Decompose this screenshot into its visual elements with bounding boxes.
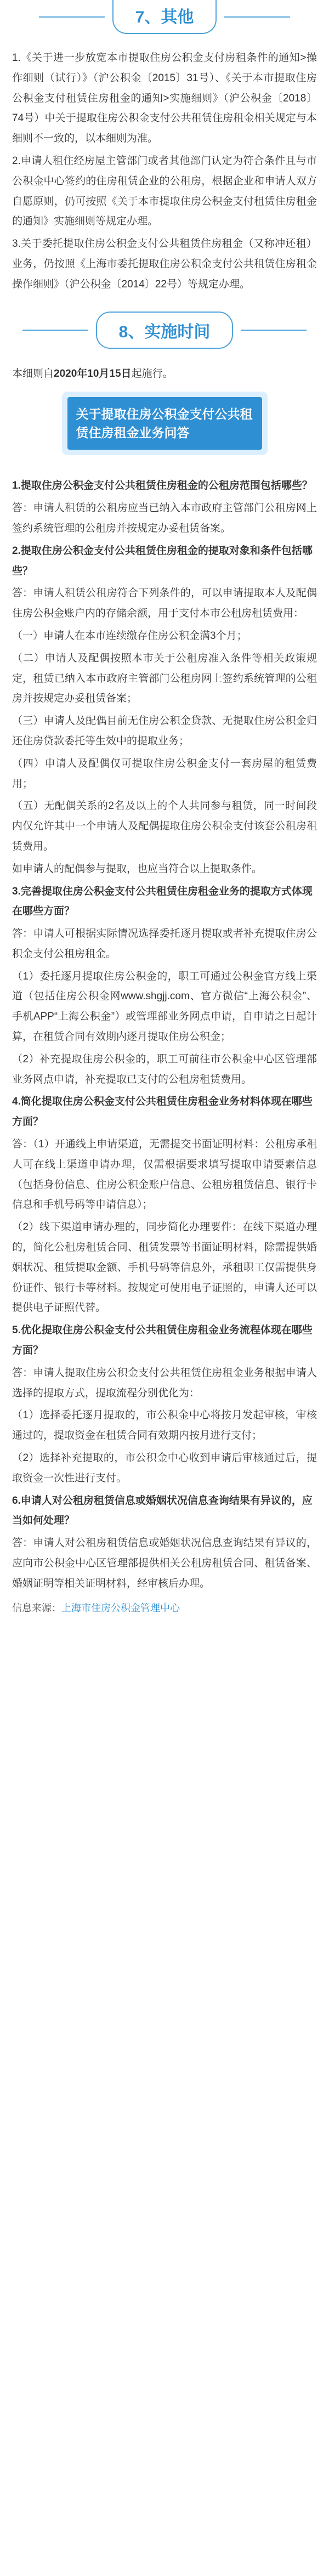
divider-line [39,16,105,18]
answer-paragraph: （二）申请人及配偶按照本市关于公租房准入条件等相关政策规定，租赁已纳入本市政府主管部门公租房网上签约系统管理的公租房并按规定办妥租赁备案； [12,652,317,705]
question-heading: 1.提取住房公积金支付公共租赁住房租金的公租房范围包括哪些？ [12,480,313,492]
answer-paragraph: （2）选择补充提取的，市公积金中心收到申请后审核通过后，提取资金一次性进行支付。 [12,1452,317,1484]
qa-banner-title: 关于提取住房公积金支付公共租赁住房租金业务问答 [67,397,262,450]
answer-paragraph: （1）选择委托逐月提取的，市公积金中心将按月发起审核，审核通过的，提取资金在租赁合同有效期内按月进行支付； [12,1409,317,1442]
section-8-header [12,312,317,349]
answer-paragraph: 答：申请人可根据实际情况选择委托逐月提取或者补充提取住房公积金支付公租房租金。 [12,928,317,960]
effective-date-value: 2020年10月15日 [54,367,132,380]
answer-paragraph: （三）申请人及配偶目前无住房公积金贷款、无提取住房公积金归还住房贷款委托等生效中的提取业务； [12,715,317,747]
divider-line [241,330,307,331]
section-title: 8、实施时间 [96,312,234,349]
answer-paragraph: （1）委托逐月提取住房公积金的，职工可通过公积金官方线上渠道（包括住房公积金网www.shgjj.com、官方微信“上海公积金”、手机APP“上海公积金”）或管理部业务网点申请，自申请之日起计算，在租赁合同有效期内逐月提取住房公积金； [12,970,317,1043]
answer-paragraph: （五）无配偶关系的2名及以上的个人共同参与租赁，同一时间段内仅允许其中一个申请人及配偶提取住房公积金支付该套公租房租赁费用。 [12,800,317,852]
divider-line [22,330,88,331]
question-heading: 3.完善提取住房公积金支付公共租赁住房租金业务的提取方式体现在哪些方面？ [12,885,313,918]
footer-source: 信息来源：上海市住房公积金管理中心 [12,1602,180,1613]
section-title: 7、其他 [112,0,217,34]
divider-line [224,16,290,18]
section-7-item: 1.《关于进一步放宽本市提取住房公积金支付房租条件的通知>操作细则（试行）》（沪公积金〔2015〕31号）、《关于本市提取住房公积金支付租赁住房租金的通知>实施细则》（沪公积金〔2018〕74号）中关于提取住房公积金支付公共租赁住房租金相关规定与本细则不一致的，以本细则为准。 [12,52,317,145]
answer-paragraph: （2）线下渠道申请办理的，同步简化办理要件：在线下渠道办理的，简化公租房租赁合同、租赁发票等书面证明材料，除需提供婚姻状况、租赁提取金额、手机号码等信息外，承租职工仅需提供身份证件、银行卡等材料。按规定可使用电子证照的，申请人还可以提供电子证照代替。 [12,1221,317,1314]
question-heading: 2.提取住房公积金支付公共租赁住房租金的提取对象和条件包括哪些？ [12,545,313,577]
answer-paragraph: 答：（1）开通线上申请渠道，无需提交书面证明材料：公租房承租人可在线上渠道申请办理，仅需根据要求填写提取申请要素信息（包括身份信息、住房公积金账户信息、公租房租赁信息、银行卡信息和手机号码等申请信息）； [12,1139,317,1211]
qa-banner [62,392,268,455]
answer-paragraph: 如申请人的配偶参与提取，也应当符合以上提取条件。 [12,863,263,875]
answer-paragraph: （一）申请人在本市连续缴存住房公积金满3个月； [12,630,247,642]
section-7-header [12,0,317,34]
answer-paragraph: 答：申请人租赁的公租房应当已纳入本市政府主管部门公租房网上签约系统管理的公租房并按规定办妥租赁备案。 [12,502,317,534]
section-7-item: 2.申请人租住经房屋主管部门或者其他部门认定为符合条件且与市公积金中心签约的住房租赁企业的公租房，根据企业和申请人双方自愿原则，仍可按照《关于本市提取住房公积金支付租赁住房租金的通知》实施细则等规定办理。 [12,155,317,228]
question-heading: 5.优化提取住房公积金支付公共租赁住房租金业务流程体现在哪些方面？ [12,1324,313,1357]
effective-date: 本细则自2020年10月15日起施行。 [12,367,173,380]
section-7-body [12,48,317,295]
answer-paragraph: （2）补充提取住房公积金的，职工可前往市公积金中心区管理部业务网点申请，补充提取已支付的公租房租赁费用。 [12,1053,317,1085]
section-7-item: 3.关于委托提取住房公积金支付公共租赁住房租金（又称冲还租）业务，仍按照《上海市委托提取住房公积金支付公共租赁住房租金操作细则》（沪公积金〔2014〕22号）等规定办理。 [12,238,317,290]
source-name: 上海市住房公积金管理中心 [61,1602,180,1613]
answer-paragraph: 答：申请人租赁公租房符合下列条件的，可以申请提取本人及配偶住房公积金账户内的存储余额，用于支付本市公租房租赁费用： [12,587,317,620]
question-heading: 4.简化提取住房公积金支付公共租赁住房租金业务材料体现在哪些方面？ [12,1096,313,1128]
answer-paragraph: （四）申请人及配偶仅可提取住房公积金支付一套房屋的租赁费用； [12,757,317,790]
question-heading: 6.申请人对公租房租赁信息或婚姻状况信息查询结果有异议的，应当如何处理？ [12,1494,313,1527]
answer-paragraph: 答：申请人提取住房公积金支付公共租赁住房租金业务根据申请人选择的提取方式，提取流程分别优化为： [12,1367,317,1399]
answer-paragraph: 答：申请人对公租房租赁信息或婚姻状况信息查询结果有异议的，应向市公积金中心区管理部提供相关公租房租赁合同、租赁备案、婚姻证明等相关证明材料，经审核后办理。 [12,1537,317,1589]
qa-list [12,476,317,1594]
